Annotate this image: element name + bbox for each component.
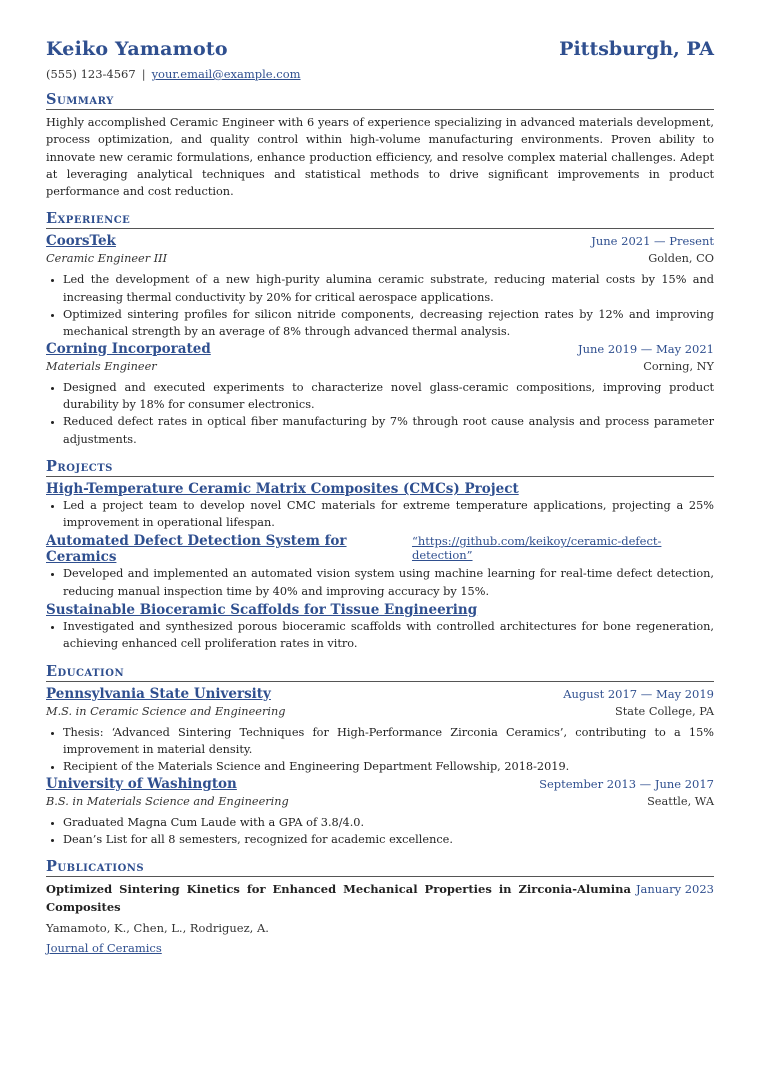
project-title[interactable]: High-Temperature Ceramic Matrix Composites (CMCs) Project (46, 480, 519, 497)
journal-link[interactable]: Journal of Ceramics (46, 941, 162, 956)
experience-bullets (46, 271, 714, 340)
project-title[interactable]: Sustainable Bioceramic Scaffolds for Tissue Engineering (46, 602, 478, 619)
experience-header-row (46, 233, 714, 249)
project-header-row (46, 602, 714, 618)
summary-text: Highly accomplished Ceramic Engineer with 6 years of experience specializing in advanced materials development, process optimization, and quality control within high-volume manufacturing environments. Proven ability to innovate new ceramic formulations, enhance production efficiency, and resolve complex material challenges. Adept at leveraging analytical techniques and statistical methods to drive significant improvements in product performance and cost reduction. (46, 116, 714, 199)
publication-title: Optimized Sintering Kinetics for Enhanced Mechanical Properties in Zirconia-Alumina Composites (46, 882, 631, 914)
publication-date: January 2023 (635, 882, 714, 897)
project-entry (46, 481, 714, 532)
project-bullets (46, 618, 714, 653)
list-item: • Recipient of the Materials Science and Engineering Department Fellowship, 2018-2019. (63, 758, 714, 775)
experience-entry (46, 341, 714, 448)
job-location: Golden, CO (648, 252, 714, 266)
education-header-row (46, 776, 714, 792)
project-entry (46, 602, 714, 653)
projects-heading: Projects (46, 458, 714, 477)
project-url-link[interactable]: “https://github.com/keikoy/ceramic-defect-detection” (411, 534, 662, 563)
publication-header-row (46, 881, 714, 916)
publication-journal (46, 941, 714, 955)
experience-entry (46, 233, 714, 340)
employment-dates: June 2019 — May 2021 (577, 341, 714, 356)
degree-title: M.S. in Ceramic Science and Engineering (46, 704, 286, 718)
education-bullets (46, 814, 714, 849)
publication-entry (46, 881, 714, 955)
employment-dates: June 2021 — Present (591, 234, 714, 249)
education-entry (46, 686, 714, 776)
list-item: • Optimized sintering profiles for silicon nitride components, decreasing rejection rates by 12% and improving mechanical strength by an average of 8% through advanced thermal analysis. (63, 306, 714, 341)
contact-separator: | (141, 67, 146, 81)
list-item: • Led the development of a new high-purity alumina ceramic substrate, reducing material costs by 15% and increasing thermal conductivity by 20% for critical aerospace applications. (63, 271, 714, 306)
job-title: Ceramic Engineer III (46, 252, 168, 266)
list-item: • Thesis: ‘Advanced Sintering Techniques for High-Performance Zirconia Ceramics’, contributing to a 15% improvement in material density. (63, 724, 714, 759)
project-header-row (46, 481, 714, 497)
list-item: • Investigated and synthesized porous bioceramic scaffolds with controlled architectures for bone regeneration, achieving enhanced cell proliferation rates in vitro. (63, 618, 714, 653)
experience-sub-row (46, 360, 714, 373)
education-sub-row (46, 705, 714, 718)
job-title: Materials Engineer (46, 359, 157, 373)
education-entry (46, 776, 714, 849)
summary-heading: Summary (46, 91, 714, 110)
email-link[interactable]: your.email@example.com (151, 67, 301, 81)
project-entry (46, 533, 714, 600)
education-bullets (46, 724, 714, 776)
experience-bullets (46, 379, 714, 448)
list-item: • Graduated Magna Cum Laude with a GPA of 3.8/4.0. (63, 814, 714, 831)
list-item: • Dean’s List for all 8 semesters, recognized for academic excellence. (63, 831, 714, 848)
education-dates: September 2013 — June 2017 (539, 776, 714, 791)
candidate-location: Pittsburgh, PA (559, 38, 714, 60)
degree-title: B.S. in Materials Science and Engineering (46, 794, 289, 808)
school-name[interactable]: University of Washington (46, 775, 237, 792)
list-item: • Reduced defect rates in optical fiber manufacturing by 7% through root cause analysis and process parameter adjustments. (63, 413, 714, 448)
school-location: Seattle, WA (647, 794, 714, 808)
company-name[interactable]: CoorsTek (46, 233, 116, 250)
school-location: State College, PA (614, 704, 714, 718)
experience-heading: Experience (46, 210, 714, 229)
education-sub-row (46, 795, 714, 808)
education-heading: Education (46, 663, 714, 682)
experience-header-row (46, 341, 714, 357)
education-header-row (46, 686, 714, 702)
list-item: • Designed and executed experiments to characterize novel glass-ceramic compositions, improving product durability by 18% for consumer electronics. (63, 379, 714, 414)
school-name[interactable]: Pennsylvania State University (46, 685, 271, 702)
project-title[interactable]: Automated Defect Detection System for Ceramics (46, 533, 347, 566)
experience-sub-row (46, 252, 714, 265)
project-header-row (46, 533, 714, 565)
project-bullets (46, 565, 714, 600)
resume-header (46, 38, 714, 60)
phone-number: (555) 123-4567 (46, 67, 136, 81)
list-item: • Developed and implemented an automated vision system using machine learning for real-time defect detection, reducing manual inspection time by 40% and improving accuracy by 15%. (63, 565, 714, 600)
contact-line (46, 67, 714, 81)
company-name[interactable]: Corning Incorporated (46, 340, 211, 357)
publication-authors: Yamamoto, K., Chen, L., Rodriguez, A. (46, 921, 269, 936)
publications-heading: Publications (46, 858, 714, 877)
job-location: Corning, NY (643, 359, 714, 373)
project-bullets (46, 497, 714, 532)
candidate-name: Keiko Yamamoto (46, 38, 228, 60)
education-dates: August 2017 — May 2019 (563, 686, 714, 701)
list-item: • Led a project team to develop novel CMC materials for extreme temperature applications, projecting a 25% improvement in operational lifespan. (63, 497, 714, 532)
